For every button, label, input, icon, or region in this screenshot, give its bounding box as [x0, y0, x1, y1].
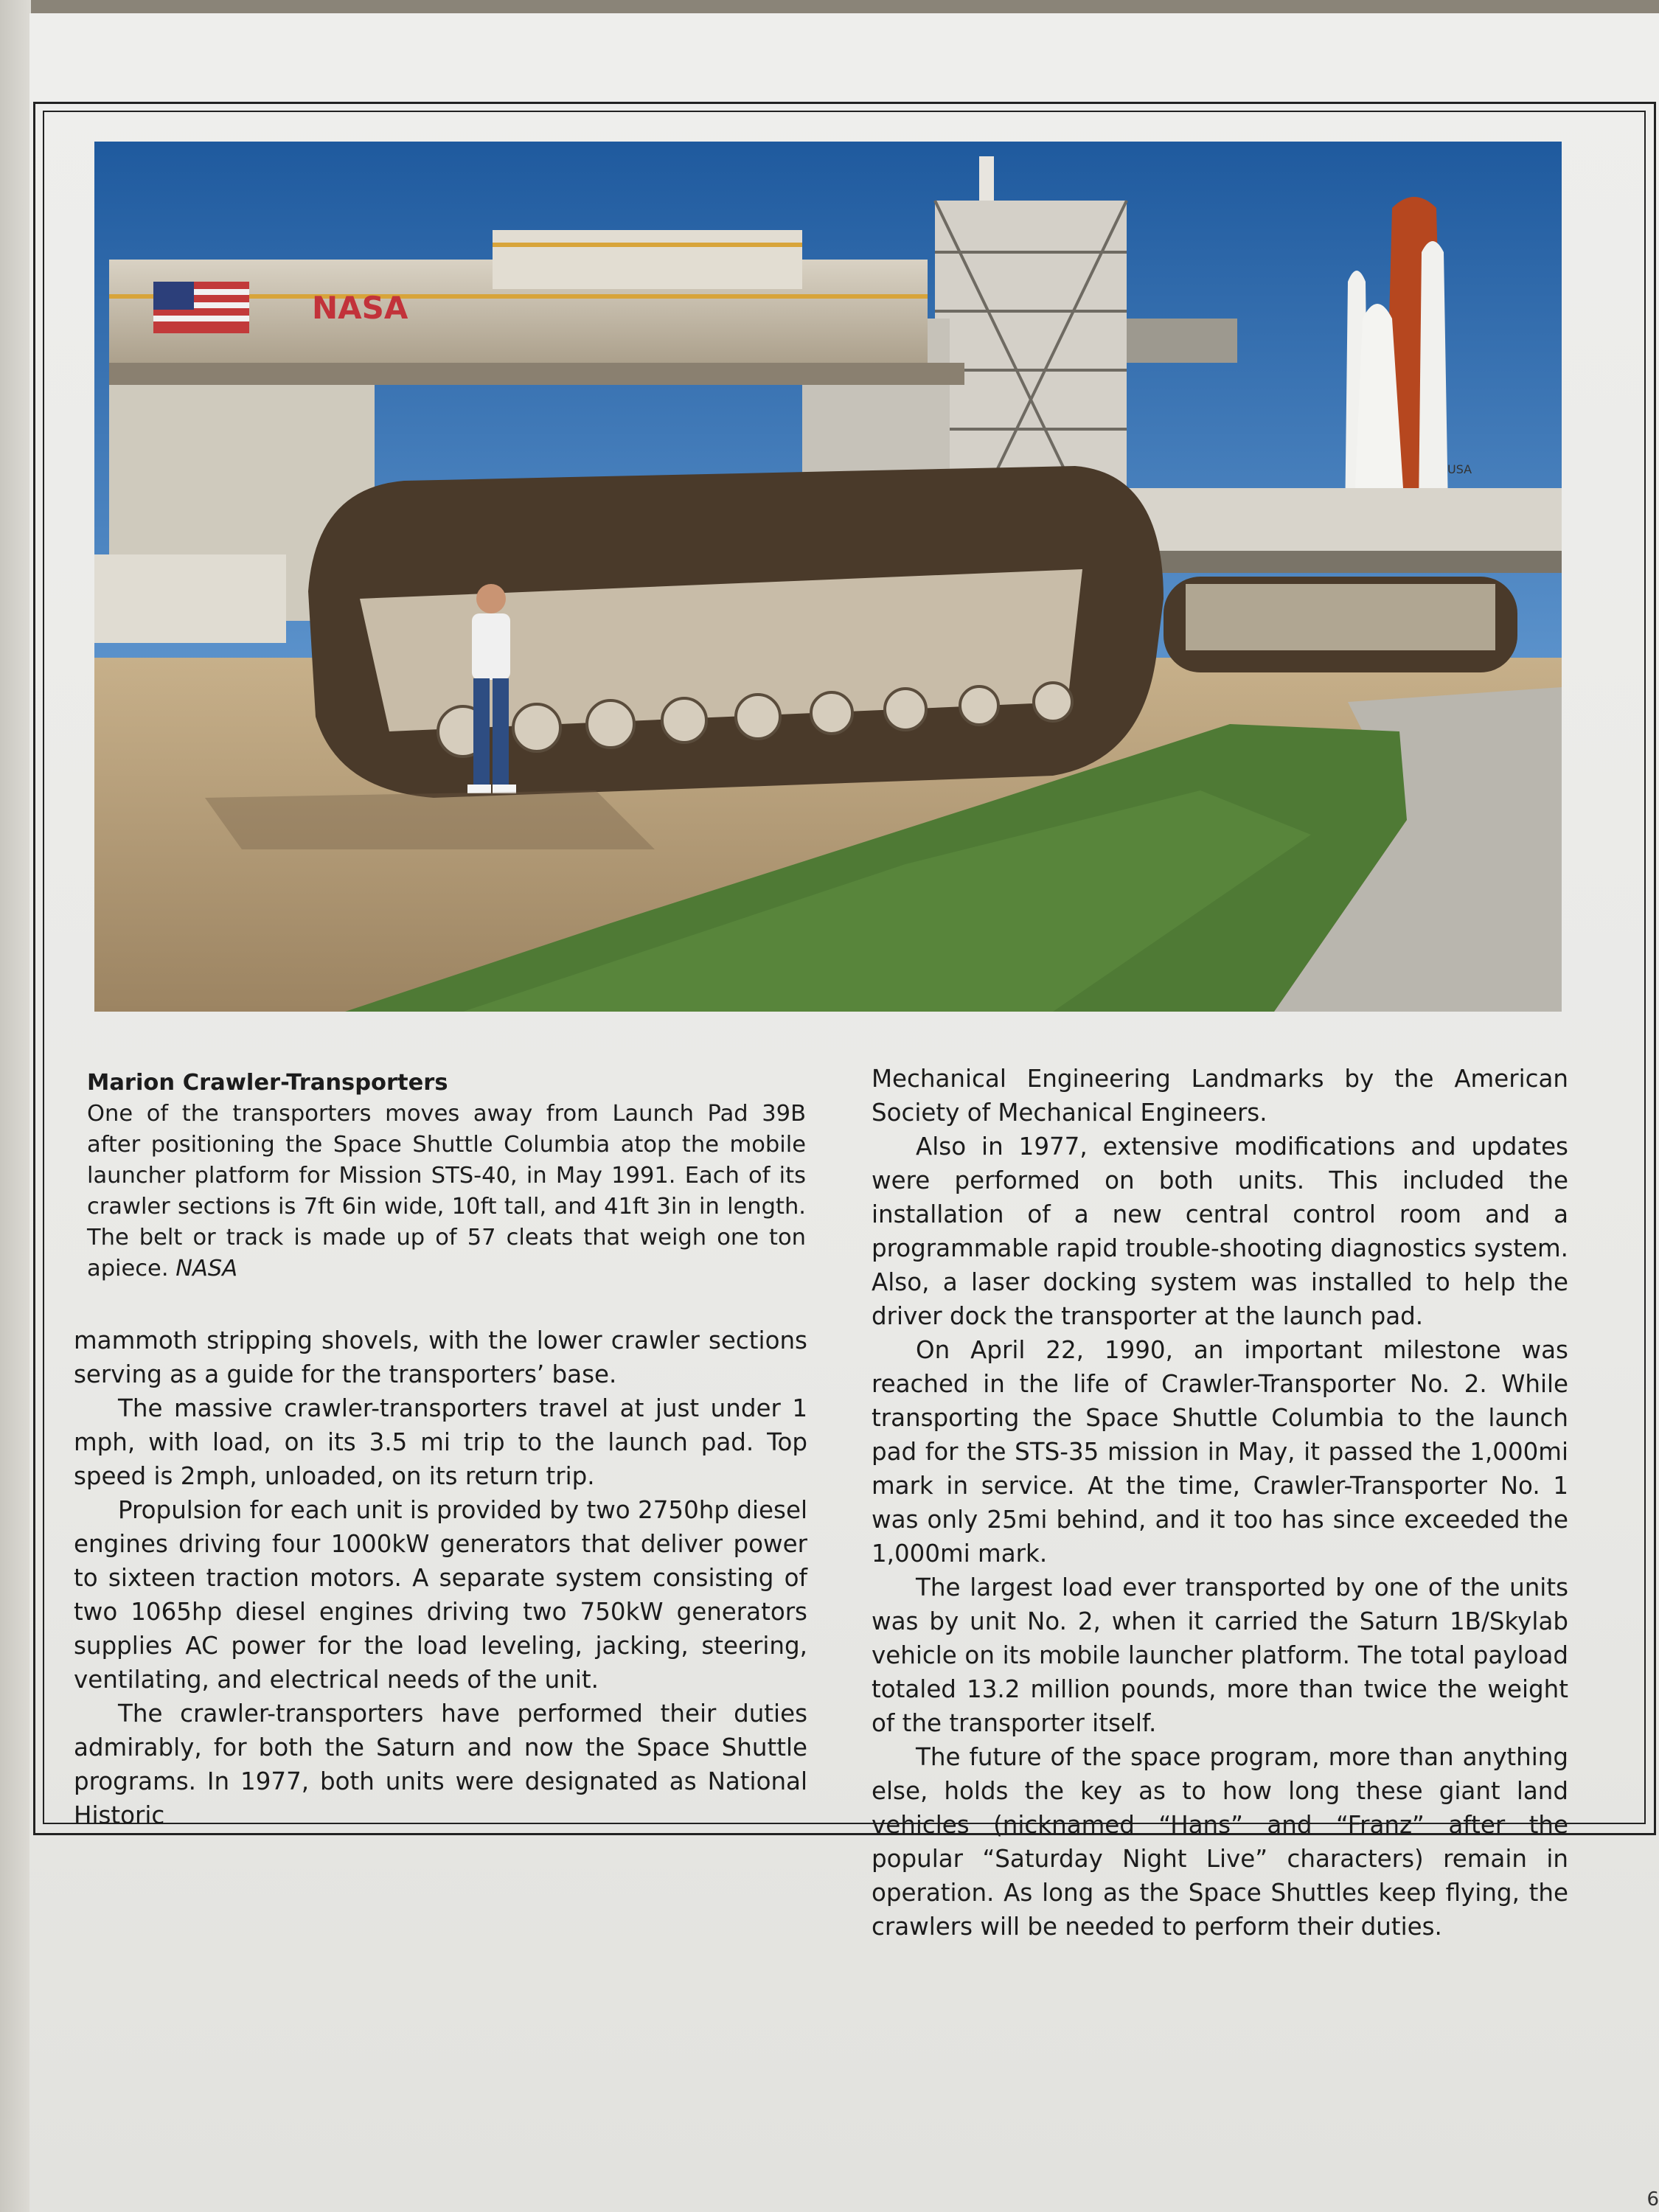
caption-title: Marion Crawler-Transporters — [87, 1070, 448, 1096]
photo-caption — [87, 1068, 806, 1284]
main-crawler-track — [308, 466, 1164, 798]
left-paragraph-2: The massive crawler-transporters travel at just under 1 mph, with load, on its 3.5 mi trip to the launch pad. Top speed is 2mph, unloaded, on its return trip. — [74, 1394, 807, 1490]
left-paragraph-3: Propulsion for each unit is provided by two 2750hp diesel engines driving four 1000kW generators that deliver power to sixteen traction motors. A separate system consisting of two 1065hp diesel engines driving two 750kW generators supplies AC power for the load leveling, jacking, steering, ventilating, and electrical needs of the unit. — [74, 1496, 807, 1694]
right-paragraph-2: Also in 1977, extensive modifications and updates were performed on both units. This included the installation of a new central control room and a programmable rapid trouble-shooting diagnostics system. Also, a laser docking system was installed to help the driver dock the transporter at the launch pad. — [872, 1133, 1568, 1330]
left-text-column — [74, 1324, 807, 1832]
left-paragraph-1: mammoth stripping shovels, with the lower crawler sections serving as a guide for the transporters’ base. — [74, 1326, 807, 1388]
flag-icon — [153, 282, 249, 333]
left-paragraph-4: The crawler-transporters have performed their duties admirably, for both the Saturn and now the Space Shuttle programs. In 1977, both units were designated as National Historic — [74, 1700, 807, 1829]
right-paragraph-1: Mechanical Engineering Landmarks by the American Society of Mechanical Engineers. — [872, 1065, 1568, 1127]
rear-crawler-track — [1164, 577, 1517, 672]
page-number: 6 — [1646, 2188, 1659, 2211]
caption-credit: NASA — [175, 1256, 238, 1281]
crawler-transporter-photo — [94, 142, 1562, 1012]
caption-body: One of the transporters moves away from Launch Pad 39B after positioning the Space Shuttle Columbia atop the mobile launcher platform for Mission STS-40, in May 1991. Each of its crawler sections is 7ft 6in wide, 10ft tall, and 41ft 3in in length. The belt or track is made up of 57 cleats that weigh one ton apiece. — [87, 1101, 806, 1281]
svg-text:USA: USA — [1447, 462, 1472, 476]
right-text-column — [872, 1062, 1568, 1944]
page-gutter — [0, 0, 31, 2212]
right-paragraph-4: The largest load ever transported by one of the units was by unit No. 2, when it carried the Saturn 1B/Skylab vehicle on its mobile launcher platform. The total payload totaled 13.2 million pounds, more than twice the weight of the transporter itself. — [872, 1573, 1568, 1737]
photo-illustration — [94, 142, 1562, 1012]
right-paragraph-3: On April 22, 1990, an important milestone was reached in the life of Crawler-Transporter No. 2. While transporting the Space Shuttle Columbia to the launch pad for the STS-35 mission in May, it passed the 1,000mi mark in service. At the time, Crawler-Transporter No. 1 was only 25mi behind, and it too has since exceeded the 1,000mi mark. — [872, 1336, 1568, 1568]
right-paragraph-5: The future of the space program, more than anything else, holds the key as to how long these giant land vehicles (nicknamed “Hans” and “Franz” after the popular “Saturday Night Live” characters) remain in operation. As long as the Space Shuttles keep flying, the crawlers will be needed to perform their duties. — [872, 1743, 1568, 1941]
nasa-logo: NASA — [312, 290, 408, 326]
